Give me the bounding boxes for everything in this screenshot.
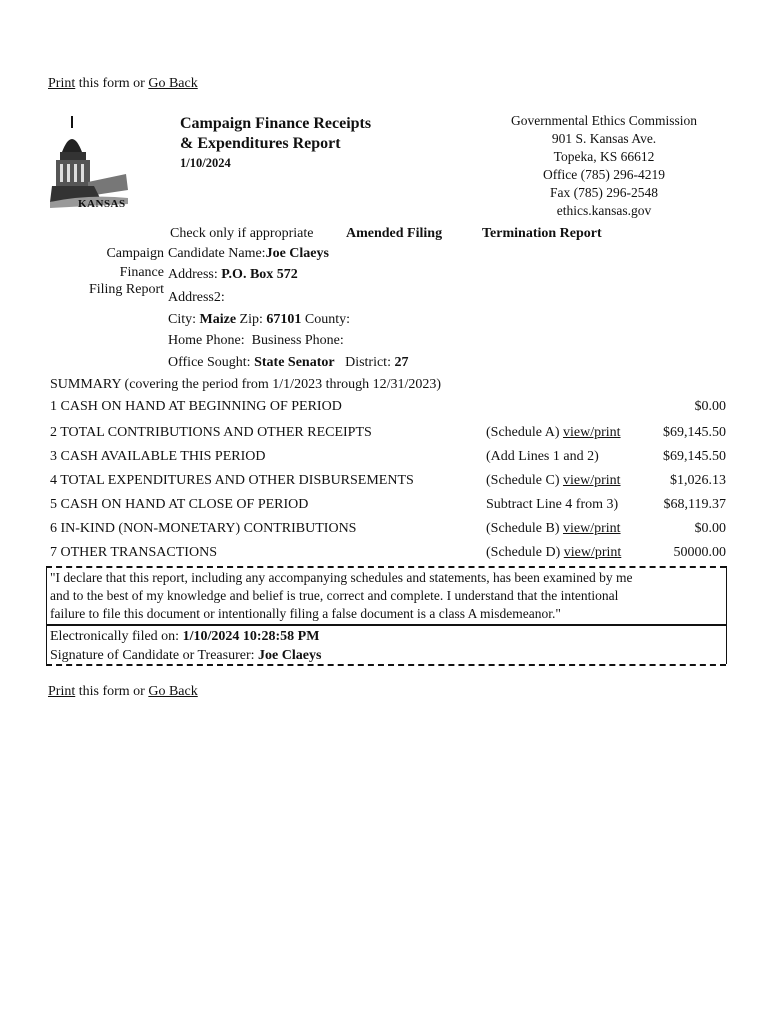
- schedule-label: (Schedule A): [486, 425, 563, 440]
- declaration-box: [46, 566, 726, 622]
- box-left-border: [46, 566, 47, 664]
- summary-row-ref: (Add Lines 1 and 2): [486, 449, 599, 464]
- schedule-b-view-print-link[interactable]: view/print: [562, 521, 621, 536]
- capitol-icon: [48, 112, 136, 212]
- summary-row-ref: [486, 545, 621, 561]
- schedule-label: (Schedule C): [486, 473, 563, 488]
- summary-row-ref: [486, 425, 621, 441]
- print-link[interactable]: Print: [48, 76, 76, 91]
- go-back-link-bottom[interactable]: Go Back: [148, 684, 198, 699]
- nav-text: this form or: [75, 76, 149, 91]
- agency-city: Topeka, KS 66612: [553, 149, 655, 164]
- phone-row: [168, 333, 344, 349]
- summary-row-value: $1,026.13: [670, 473, 726, 488]
- business-phone-label: Business Phone:: [251, 333, 344, 348]
- summary-row-value: $68,119.37: [663, 497, 726, 512]
- address-value: P.O. Box 572: [221, 267, 298, 282]
- schedule-label: (Schedule D): [486, 545, 564, 560]
- summary-row-ref: [486, 521, 621, 537]
- side-label-campaign: Campaign: [106, 246, 164, 261]
- amended-filing-label: Amended Filing: [346, 226, 443, 241]
- office-row: [168, 355, 408, 371]
- schedule-label: (Schedule B): [486, 521, 563, 536]
- box-bottom-border: [46, 664, 726, 666]
- agency-office-phone: Office (785) 296-4219: [543, 167, 665, 182]
- agency-street: 901 S. Kansas Ave.: [551, 131, 657, 146]
- summary-row-label: 5 CASH ON HAND AT CLOSE OF PERIOD: [50, 497, 309, 512]
- summary-row-label: 2 TOTAL CONTRIBUTIONS AND OTHER RECEIPTS: [50, 425, 372, 440]
- county-label: County:: [301, 312, 351, 327]
- print-link-bottom[interactable]: Print: [48, 684, 76, 699]
- summary-row-ref: [486, 473, 621, 489]
- kansas-capitol-logo: [48, 112, 136, 212]
- office-value: State Senator: [254, 355, 335, 370]
- schedule-c-view-print-link[interactable]: view/print: [562, 473, 621, 488]
- declaration-line-2: and to the best of my knowledge and belief is true, correct and complete. I understand that the intentional: [50, 588, 619, 603]
- agency-block: [484, 112, 724, 220]
- summary-row-ref: Subtract Line 4 from 3): [486, 497, 619, 512]
- title-line-2: & Expenditures Report: [180, 135, 341, 152]
- report-date: 1/10/2024: [180, 156, 231, 170]
- termination-report-label: Termination Report: [482, 226, 602, 241]
- box-right-border: [726, 566, 727, 664]
- summary-row-label: 6 IN-KIND (NON-MONETARY) CONTRIBUTIONS: [50, 521, 357, 536]
- address2-label: Address2:: [168, 290, 225, 305]
- candidate-name-row: [168, 246, 329, 262]
- summary-row-label: 4 TOTAL EXPENDITURES AND OTHER DISBURSEMENTS: [50, 473, 414, 488]
- signature-value: Joe Claeys: [258, 648, 322, 663]
- declaration-line-3: failure to file this document or intentionally filing a false document is a class A misdemeanor.": [50, 606, 561, 621]
- address-label: Address:: [168, 267, 222, 282]
- city-label: City:: [168, 312, 200, 327]
- report-title: [180, 114, 371, 154]
- office-label: Office Sought:: [168, 355, 255, 370]
- address-row: [168, 267, 298, 283]
- district-value: 27: [394, 355, 409, 370]
- summary-row-value: 50000.00: [673, 545, 726, 560]
- candidate-name-label: Candidate Name:: [168, 246, 266, 261]
- side-label-filing-report: Filing Report: [88, 282, 164, 297]
- bottom-nav: [48, 684, 198, 700]
- declaration-line-1: "I declare that this report, including any accompanying schedules and statements, has been examined by me: [50, 570, 633, 585]
- nav-text-bottom: this form or: [75, 684, 149, 699]
- summary-row-label: 1 CASH ON HAND AT BEGINNING OF PERIOD: [50, 399, 342, 414]
- filed-on-value: 1/10/2024 10:28:58 PM: [182, 629, 320, 644]
- summary-row-value: $0.00: [694, 399, 726, 414]
- zip-value: 67101: [266, 312, 302, 327]
- filed-on-row: [50, 627, 722, 646]
- summary-row-value: $0.00: [694, 521, 726, 536]
- agency-fax: Fax (785) 296-2548: [550, 185, 658, 200]
- agency-website: ethics.kansas.gov: [556, 203, 652, 218]
- zip-label: Zip:: [236, 312, 267, 327]
- city-zip-row: [168, 312, 350, 328]
- logo-caption: KANSAS: [78, 198, 126, 210]
- summary-row-value: $69,145.50: [663, 425, 726, 440]
- schedule-a-view-print-link[interactable]: view/print: [562, 425, 621, 440]
- candidate-name-value: Joe Claeys: [265, 246, 329, 261]
- signature-label: Signature of Candidate or Treasurer:: [50, 648, 259, 663]
- side-label-finance: Finance: [119, 265, 164, 280]
- title-line-1: Campaign Finance Receipts: [180, 115, 372, 132]
- summary-row-value: $69,145.50: [663, 449, 726, 464]
- top-nav: [48, 76, 198, 92]
- filed-on-label: Electronically filed on:: [50, 629, 183, 644]
- summary-row-label: 3 CASH AVAILABLE THIS PERIOD: [50, 449, 266, 464]
- check-text: Check only if appropriate: [170, 226, 314, 241]
- summary-heading: SUMMARY (covering the period from 1/1/2023 through 12/31/2023): [50, 377, 442, 392]
- summary-row-label: 7 OTHER TRANSACTIONS: [50, 545, 217, 560]
- agency-name: Governmental Ethics Commission: [511, 113, 697, 128]
- go-back-link[interactable]: Go Back: [148, 76, 198, 91]
- home-phone-label: Home Phone:: [168, 333, 245, 348]
- district-label: District:: [345, 355, 395, 370]
- signature-row: [50, 646, 722, 665]
- city-value: Maize: [199, 312, 237, 327]
- schedule-d-view-print-link[interactable]: view/print: [563, 545, 622, 560]
- signature-box: [46, 624, 726, 665]
